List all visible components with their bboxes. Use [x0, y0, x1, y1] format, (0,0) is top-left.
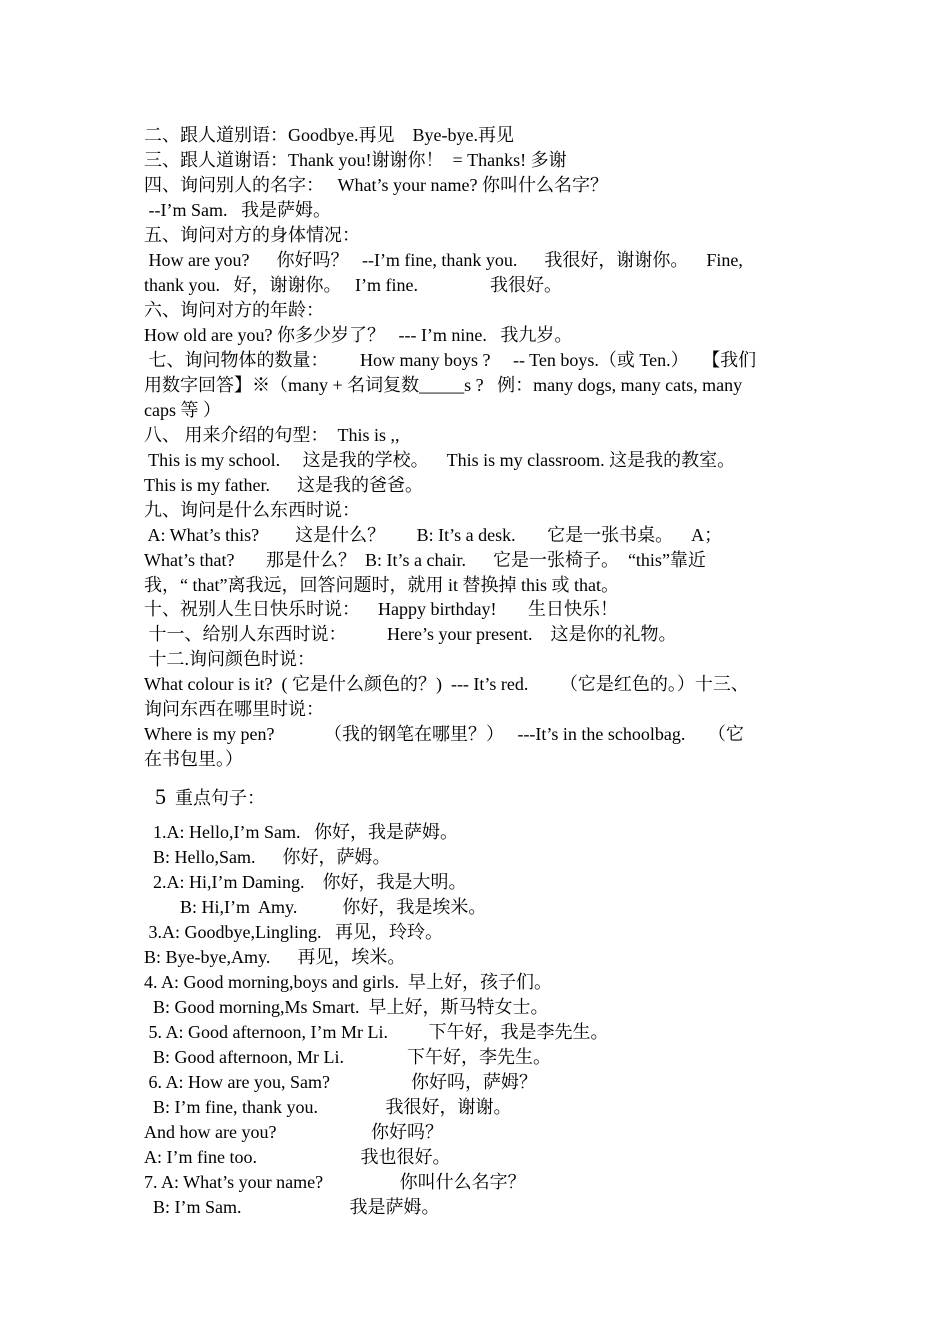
text-line: 七、询问物体的数量： How many boys ? -- Ten boys.（或 Ten.） 【我们 — [144, 350, 757, 370]
text-line: 五、询问对方的身体情况： — [144, 225, 360, 245]
sentence-line: B: Bye-bye,Amy. 再见，埃米。 — [144, 947, 406, 967]
sentence-line: And how are you? 你好吗？ — [144, 1122, 443, 1142]
text-line: 三、跟人道谢语：Thank you!谢谢你！ = Thanks! 多谢 — [144, 150, 567, 170]
sentence-line: B: Good morning,Ms Smart. 早上好，斯马特女士。 — [144, 997, 549, 1017]
text-line: 十二.询问颜色时说： — [144, 649, 315, 669]
section-heading — [155, 784, 265, 809]
text-line: What colour is it? ( 它是什么颜色的？) --- It’s red. （它是红色的。）十三、 — [144, 674, 749, 694]
sentence-line: 1.A: Hello,I’m Sam. 你好，我是萨姆。 — [144, 822, 458, 842]
sentence-line: 5. A: Good afternoon, I’m Mr Li. 下午好，我是李先生。 — [144, 1022, 609, 1042]
text-line: 在书包里。） — [144, 749, 243, 769]
section-number: 5 — [155, 784, 166, 809]
text-line: This is my school. 这是我的学校。 This is my classroom. 这是我的教室。 — [144, 450, 736, 470]
text-line: 十一、给别人东西时说： Here’s your present. 这是你的礼物。 — [144, 624, 677, 644]
sentence-line: A: I’m fine too. 我也很好。 — [144, 1147, 451, 1167]
text-line: thank you. 好，谢谢你。 I’m fine. 我很好。 — [144, 275, 562, 295]
text-line: 八、 用来介绍的句型： This is ,, — [144, 425, 400, 445]
sentence-line: B: I’m fine, thank you. 我很好，谢谢。 — [144, 1097, 512, 1117]
text-line: 询问东西在哪里时说： — [144, 699, 324, 719]
text-line: 用数字回答】※（many + 名词复数_____s ? 例：many dogs, many cats, many — [144, 375, 743, 395]
text-line: 九、询问是什么东西时说： — [144, 500, 360, 520]
text-line: How are you? 你好吗？ --I’m fine, thank you. 我很好，谢谢你。 Fine, — [144, 250, 743, 270]
text-line: 四、询问别人的名字： What’s your name? 你叫什么名字？ — [144, 175, 608, 195]
sentence-line: 6. A: How are you, Sam? 你好吗，萨姆？ — [144, 1072, 537, 1092]
sentence-line: B: I’m Sam. 我是萨姆。 — [144, 1197, 440, 1217]
text-line: 六、询问对方的年龄： — [144, 300, 324, 320]
text-line: 二、跟人道别语：Goodbye.再见 Bye-bye.再见 — [144, 125, 514, 145]
text-line: A: What’s this? 这是什么？ B: It’s a desk. 它是一张书桌。 A； — [144, 525, 723, 545]
sentence-line: B: Hi,I’m Amy. 你好，我是埃米。 — [144, 897, 487, 917]
text-line: This is my father. 这是我的爸爸。 — [144, 475, 423, 495]
sentence-line: B: Good afternoon, Mr Li. 下午好，李先生。 — [144, 1047, 551, 1067]
text-line: --I’m Sam. 我是萨姆。 — [144, 200, 331, 220]
text-line: How old are you? 你多少岁了？ --- I’m nine. 我九岁。 — [144, 325, 573, 345]
text-line: Where is my pen? （我的钢笔在哪里？） ---It’s in the schoolbag. （它 — [144, 724, 744, 744]
text-line: 我，“ that”离我远，回答问题时，就用 it 替换掉 this 或 that。 — [144, 575, 619, 595]
text-line: What’s that? 那是什么？ B: It’s a chair. 它是一张椅子。 “this”靠近 — [144, 550, 706, 570]
sentence-line: 4. A: Good morning,boys and girls. 早上好，孩子们。 — [144, 972, 552, 992]
sentence-line: B: Hello,Sam. 你好，萨姆。 — [144, 847, 391, 867]
text-line: 十、祝别人生日快乐时说： Happy birthday! 生日快乐！ — [144, 599, 618, 619]
sentence-line: 2.A: Hi,I’m Daming. 你好，我是大明。 — [144, 872, 467, 892]
section-title: 重点句子： — [175, 788, 265, 808]
sentence-line: 7. A: What’s your name? 你叫什么名字？ — [144, 1172, 526, 1192]
sentence-line: 3.A: Goodbye,Lingling. 再见，玲玲。 — [144, 922, 443, 942]
text-line: caps 等 ） — [144, 400, 221, 420]
